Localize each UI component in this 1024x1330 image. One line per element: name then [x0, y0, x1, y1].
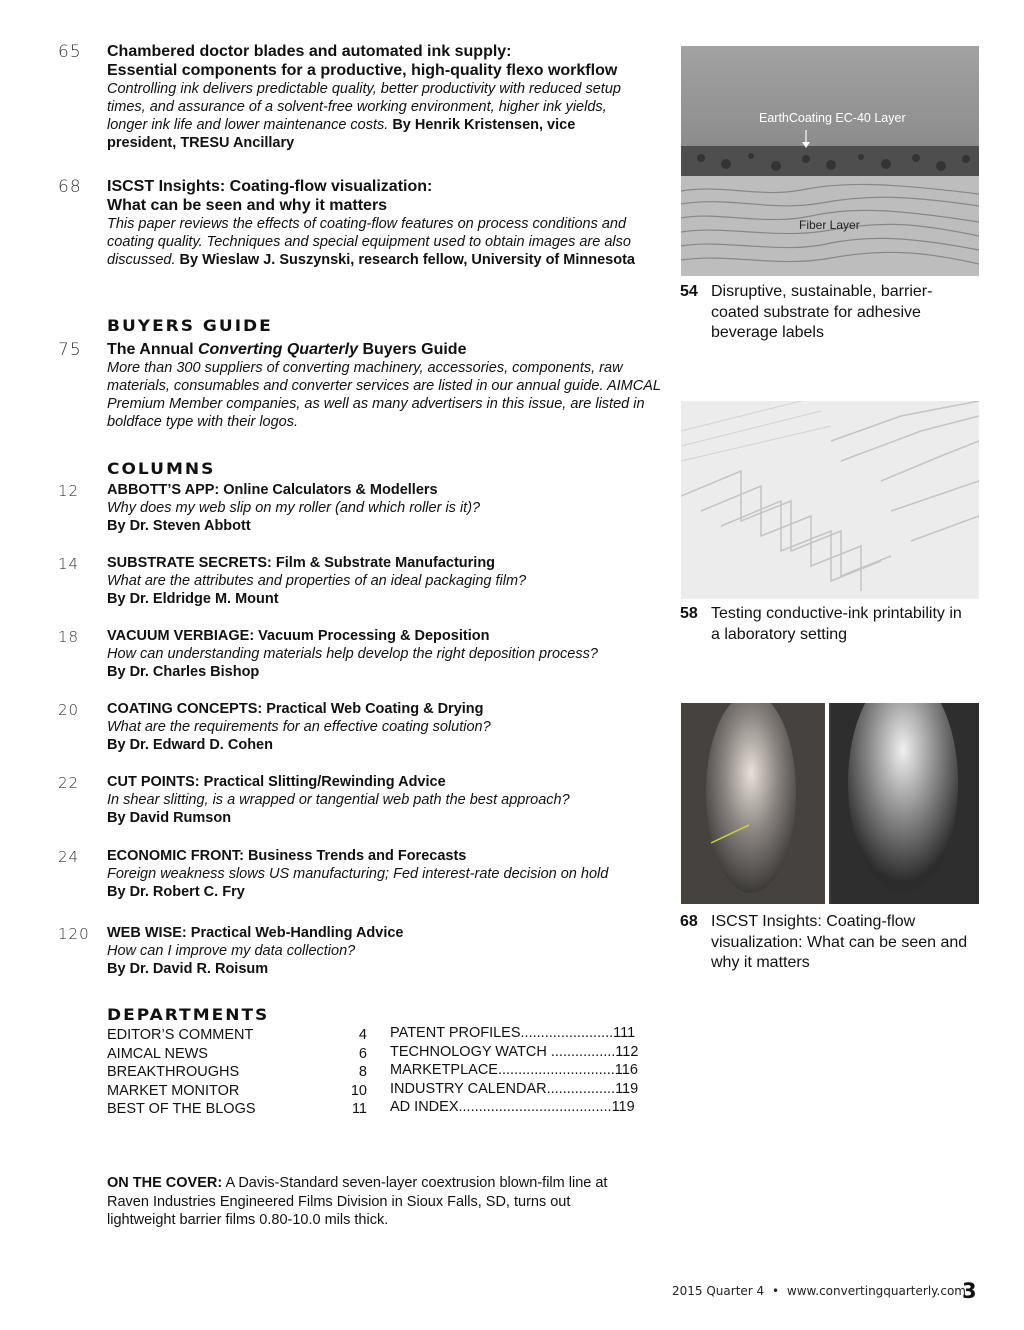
- photo-label-top: EarthCoating EC-40 Layer: [759, 111, 906, 125]
- department-page: 11: [351, 1101, 367, 1117]
- buyers-guide-description: More than 300 suppliers of converting machinery, accessories, components, raw materials, consumables and converter services are listed in our annual guide. AIMCAL Premium Member companies, as well as many advertisers in this issue, are listed in boldface type with their logos.: [107, 360, 661, 430]
- departments-left-list: [107, 1026, 367, 1119]
- feature-description: [107, 215, 659, 269]
- column-entry: [107, 481, 657, 535]
- department-name: BEST OF THE BLOGS: [107, 1101, 256, 1117]
- buyers-guide-title-italic: Converting Quarterly: [197, 341, 358, 358]
- footer-issue: 2015 Quarter 4: [672, 1284, 765, 1298]
- department-item[interactable]: AD INDEX......................................119: [390, 1099, 635, 1115]
- department-page: 8: [358, 1064, 367, 1080]
- departments-heading: DEPARTMENTS: [107, 1005, 270, 1025]
- feature-entry: [107, 42, 667, 152]
- column-entry: [107, 554, 657, 608]
- department-item[interactable]: [107, 1045, 367, 1064]
- caption-text: Testing conductive-ink printability in a laboratory setting: [711, 605, 962, 643]
- department-name: EDITOR’S COMMENT: [107, 1027, 254, 1043]
- column-description: How can understanding materials help develop the right deposition process?: [107, 646, 598, 662]
- column-title[interactable]: ECONOMIC FRONT: Business Trends and Forecasts: [107, 848, 467, 864]
- footer-bullet: •: [772, 1284, 780, 1298]
- feature-page-number: 65: [58, 42, 82, 62]
- cover-label: ON THE COVER:: [107, 1175, 223, 1191]
- departments-right-list: [390, 1024, 660, 1117]
- feature-title-line: Essential components for a productive, high-quality flexo workflow: [107, 62, 618, 79]
- department-item[interactable]: INDUSTRY CALENDAR.................119: [390, 1080, 639, 1097]
- feature-byline: By Wieslaw J. Suszynski, research fellow, University of Minnesota: [179, 252, 635, 268]
- cross-section-illustration: [681, 46, 979, 276]
- footer: [672, 1284, 966, 1298]
- column-description: Why does my web slip on my roller (and which roller is it)?: [107, 500, 481, 516]
- coating-flow-illustration: [681, 703, 979, 904]
- footer-url[interactable]: www.convertingquarterly.com: [786, 1284, 966, 1298]
- photo-caption: [680, 912, 980, 974]
- column-title[interactable]: WEB WISE: Practical Web-Handling Advice: [107, 925, 404, 941]
- buyers-guide-entry: [107, 340, 663, 431]
- column-title[interactable]: COATING CONCEPTS: Practical Web Coating & Drying: [107, 701, 484, 717]
- caption-page: 58: [680, 605, 698, 622]
- coating-flow-photo: [681, 703, 979, 904]
- column-entry: [107, 924, 657, 978]
- column-description: What are the requirements for an effective coating solution?: [107, 719, 491, 735]
- department-item[interactable]: TECHNOLOGY WATCH ................112: [390, 1043, 639, 1060]
- columns-heading: COLUMNS: [107, 459, 216, 479]
- caption-page: 68: [680, 913, 698, 930]
- column-description: In shear slitting, is a wrapped or tangential web path the best approach?: [107, 792, 570, 808]
- column-description: Foreign weakness slows US manufacturing; Fed interest-rate decision on hold: [107, 866, 609, 882]
- conductive-ink-photo: [681, 401, 979, 599]
- feature-title-line: What can be seen and why it matters: [107, 197, 388, 214]
- cover-text: A Davis-Standard seven-layer coextrusion blown-film line at Raven Industries Engineered Films Division in Sioux Falls, SD, turns out lightweight barrier films 0.80-10.0 mils thick.: [107, 1175, 608, 1228]
- department-item[interactable]: [107, 1026, 367, 1045]
- buyers-guide-title-post: Buyers Guide: [358, 341, 467, 358]
- column-page-number: 20: [58, 701, 80, 719]
- caption-page: 54: [680, 283, 698, 300]
- column-description: How can I improve my data collection?: [107, 943, 356, 959]
- column-description: What are the attributes and properties of an ideal packaging film?: [107, 573, 527, 589]
- column-page-number: 24: [58, 848, 80, 866]
- feature-desc-text: This paper reviews the effects of coating-flow features on process conditions and coating quality. Techniques and special equipment used to obtain images are also discussed.: [107, 216, 631, 268]
- column-byline: By Dr. Edward D. Cohen: [107, 737, 273, 753]
- photo-label-bottom: Fiber Layer: [799, 218, 860, 232]
- column-entry: [107, 627, 657, 681]
- feature-description: [107, 80, 637, 152]
- column-entry: [107, 847, 657, 901]
- department-item[interactable]: [107, 1100, 367, 1119]
- department-page: 6: [358, 1045, 367, 1062]
- column-page-number: 120: [58, 925, 90, 943]
- buyers-guide-page-number: 75: [58, 340, 82, 360]
- feature-title-line: Chambered doctor blades and automated ink supply:: [107, 43, 512, 60]
- coating-cross-section-photo: [681, 46, 979, 276]
- department-name: MARKET MONITOR: [107, 1082, 240, 1099]
- feature-entry: [107, 177, 667, 269]
- column-byline: By Dr. Charles Bishop: [107, 664, 260, 680]
- page-number: 3: [962, 1279, 977, 1303]
- column-page-number: 18: [58, 628, 80, 646]
- printed-circuit-illustration: [681, 401, 979, 599]
- column-byline: By Dr. Eldridge M. Mount: [107, 591, 279, 607]
- department-page: 4: [358, 1027, 367, 1043]
- buyers-guide-heading: BUYERS GUIDE: [107, 316, 273, 336]
- department-item[interactable]: [107, 1063, 367, 1082]
- department-item[interactable]: MARKETPLACE.............................116: [390, 1062, 638, 1078]
- column-entry: [107, 773, 657, 827]
- column-title[interactable]: VACUUM VERBIAGE: Vacuum Processing & Deposition: [107, 628, 490, 644]
- department-item[interactable]: [107, 1082, 367, 1101]
- feature-page-number: 68: [58, 177, 82, 197]
- photo-caption: [680, 282, 980, 344]
- cover-note: [107, 1174, 627, 1230]
- column-title[interactable]: CUT POINTS: Practical Slitting/Rewinding Advice: [107, 774, 446, 790]
- department-name: AIMCAL NEWS: [107, 1045, 208, 1062]
- buyers-guide-title: [107, 340, 663, 359]
- column-page-number: 12: [58, 482, 80, 500]
- column-page-number: 22: [58, 774, 80, 792]
- photo-caption: [680, 604, 980, 645]
- feature-title-line: ISCST Insights: Coating-flow visualization:: [107, 178, 433, 195]
- column-title[interactable]: SUBSTRATE SECRETS: Film & Substrate Manufacturing: [107, 555, 496, 571]
- caption-text: Disruptive, sustainable, barrier-coated substrate for adhesive beverage labels: [711, 283, 933, 341]
- department-name: BREAKTHROUGHS: [107, 1064, 240, 1080]
- buyers-guide-title-pre: The Annual: [107, 341, 198, 358]
- department-page: 10: [350, 1082, 367, 1099]
- column-entry: [107, 700, 657, 754]
- department-item[interactable]: PATENT PROFILES.......................111: [390, 1025, 636, 1041]
- caption-text: ISCST Insights: Coating-flow visualization: What can be seen and why it matters: [711, 913, 968, 971]
- column-page-number: 14: [58, 555, 80, 573]
- feature-desc-text: Controlling ink delivers predictable quality, better productivity with reduced setup times, and assurance of a solvent-free working environment, higher ink yields, longer ink life and lower maintenance costs.: [107, 81, 621, 133]
- column-byline: By David Rumson: [107, 810, 232, 826]
- column-byline: By Dr. David R. Roisum: [107, 961, 269, 977]
- column-byline: By Dr. Robert C. Fry: [107, 884, 245, 900]
- column-title[interactable]: ABBOTT’S APP: Online Calculators & Modellers: [107, 482, 438, 498]
- column-byline: By Dr. Steven Abbott: [107, 518, 251, 534]
- feature-byline: By Henrik Kristensen, vice president, TRESU Ancillary: [107, 117, 576, 151]
